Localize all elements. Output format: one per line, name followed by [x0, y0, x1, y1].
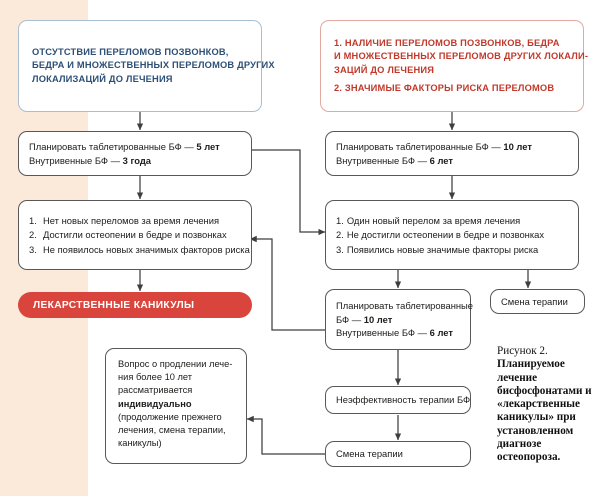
right-plan-line-2-text: Внутривенные БФ —	[336, 154, 430, 166]
right-criteria-text-2: Не достигли остеопении в бедре и позвонках	[346, 229, 545, 241]
left-plan-box	[18, 131, 252, 176]
right-criteria-box	[325, 200, 579, 270]
right-plan2-line-2-text: БФ —	[336, 313, 364, 325]
left-plan-line-2	[29, 154, 241, 168]
left-criteria-number-3: 3.	[29, 243, 37, 255]
right-criteria-number-2: 2.	[336, 229, 344, 241]
right-plan2-line-3-text: Внутривенные БФ —	[336, 327, 430, 339]
left-plan-line-1-value: 5 лет	[196, 140, 220, 152]
switch-therapy-bottom-box	[325, 441, 471, 467]
switch-therapy-top-label: Смена терапии	[501, 295, 568, 307]
left-criteria-number-1: 1.	[29, 214, 37, 226]
right-header-line-1: 1. НАЛИЧИЕ ПЕРЕЛОМОВ ПОЗВОНКОВ, БЕДРА	[334, 37, 560, 48]
right-header-line-2: И МНОЖЕСТВЕННЫХ ПЕРЕЛОМОВ ДРУГИХ ЛОКАЛИ-	[334, 51, 589, 62]
right-header-line-4: 2. ЗНАЧИМЫЕ ФАКТОРЫ РИСКА ПЕРЕЛОМОВ	[334, 82, 555, 93]
left-criteria-text-1: Нет новых переломов за время лечения	[43, 214, 220, 226]
left-criteria-text-3: Не появилось новых значимых факторов риска	[43, 243, 250, 255]
individual-note-emphasis: индивидуально	[118, 398, 192, 409]
left-criteria-box	[18, 200, 252, 270]
right-branch-header	[320, 20, 589, 112]
right-plan-line-2-value: 6 лет	[429, 154, 453, 166]
right-criteria-item-1	[336, 214, 568, 228]
drug-holiday-banner-label: ЛЕКАРСТВЕННЫЕ КАНИКУЛЫ	[33, 299, 195, 311]
right-criteria-number-1: 1.	[336, 214, 344, 226]
individual-note-seg-1: Вопрос о продлении лечения более 10 лет рассматривается	[118, 359, 233, 396]
individual-note-seg-3: (продолжение прежнего лечения, смена терапии, каникулы)	[118, 411, 226, 449]
left-criteria-item-1	[29, 214, 241, 228]
right-criteria-list	[336, 214, 568, 257]
right-criteria-item-3	[336, 243, 568, 257]
figure-caption	[497, 345, 595, 465]
right-plan-line-1	[336, 140, 568, 154]
drug-holiday-banner	[18, 292, 252, 318]
left-criteria-item-3	[29, 243, 250, 257]
figure-caption-lead: Рисунок 2.	[497, 345, 548, 357]
left-header-line-3: ЛОКАЛИЗАЦИЙ ДО ЛЕЧЕНИЯ	[32, 73, 173, 84]
right-plan2-line-2-value: 10 лет	[363, 313, 393, 325]
right-criteria-item-2	[336, 228, 568, 242]
left-plan-line-1	[29, 140, 241, 154]
right-header-line-3: ЗАЦИЙ ДО ЛЕЧЕНИЯ	[334, 64, 435, 75]
left-criteria-text-2: Достигли остеопении в бедре и позвонках	[43, 229, 227, 241]
right-plan2-line-3	[336, 326, 460, 340]
left-criteria-number-2: 2.	[29, 229, 37, 241]
left-header-line-2: БЕДРА И МНОЖЕСТВЕННЫХ ПЕРЕЛОМОВ ДРУГИХ	[32, 60, 275, 71]
right-plan2-line-2	[336, 313, 460, 327]
left-branch-header	[18, 20, 275, 112]
ineffective-therapy-label: Неэффективность терапии БФ	[336, 394, 471, 406]
right-plan-line-1-value: 10 лет	[503, 140, 532, 152]
right-plan-line-2	[336, 154, 568, 168]
left-plan-line-2-value: 3 года	[122, 154, 151, 166]
right-plan2-line-3-value: 6 лет	[429, 327, 453, 339]
left-plan-line-2-text: Внутривенные БФ —	[29, 154, 123, 166]
switch-therapy-top-box	[490, 289, 585, 314]
connector-plan2-to-left-criteria	[250, 239, 325, 330]
right-criteria-number-3: 3.	[336, 243, 344, 255]
connector-left-plan-to-right-criteria	[252, 150, 325, 232]
right-plan-line-1-text: Планировать таблетированные БФ —	[336, 140, 504, 152]
left-header-line-1: ОТСУТСТВИЕ ПЕРЕЛОМОВ ПОЗВОНКОВ,	[32, 46, 229, 57]
right-plan-box	[325, 131, 579, 176]
left-criteria-list	[29, 214, 250, 257]
right-criteria-text-1: Один новый перелом за время лечения	[346, 214, 521, 226]
right-plan2-line-1: Планировать таблетированные	[336, 300, 474, 312]
individual-continuation-note	[105, 348, 247, 464]
switch-therapy-bottom-label: Смена терапии	[336, 448, 403, 460]
left-criteria-item-2	[29, 228, 241, 242]
connector-switch-to-individual-note	[247, 419, 325, 454]
right-criteria-text-3: Появились новые значимые факторы риска	[346, 243, 539, 255]
left-plan-line-1-text: Планировать таблетированные БФ —	[29, 140, 197, 152]
figure-caption-body: Планируемое лечение бисфосфонатами и «лекарственные каникулы» при установленном диагнозе остеопороза.	[497, 358, 592, 464]
right-plan2-box	[325, 289, 474, 350]
ineffective-therapy-box	[325, 386, 471, 414]
